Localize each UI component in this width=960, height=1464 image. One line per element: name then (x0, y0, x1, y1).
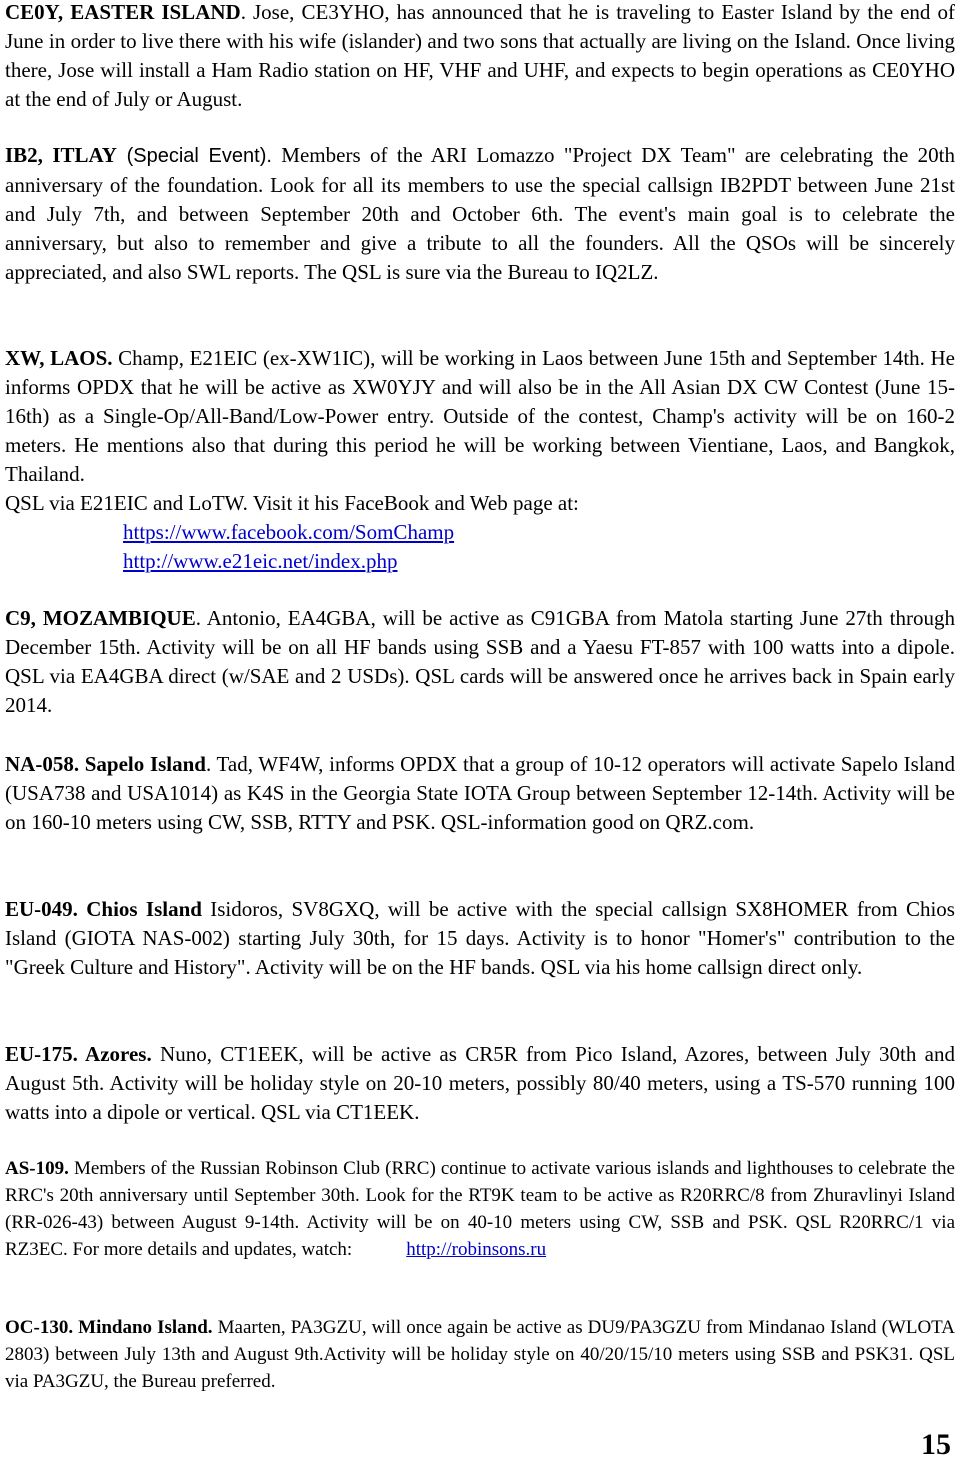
entry-xw-qsl: QSL via E21EIC and LoTW. Visit it his FaceBook and Web page at: (5, 491, 579, 515)
entry-body: Members of the Russian Robinson Club (RRC) continue to activate various islands and lighthouses to celebrate the RRC's 20th anniversary until September 30th. Look for the RT9K team to be active as R20RRC/8 from Zhuravlinyi Island (RR-026-43) between August 9-14th. Activity will be on 40-10 meters using CW, SSB and PSK. QSL R20RRC/1 via RZ3EC. For more details and updates, watch: (5, 1158, 955, 1260)
entry-body: Antonio, EA4GBA, will be active as C91GBA from Matola starting June 27th through December 15th. Activity will be on all HF bands using SSB and a Yaesu FT-857 with 100 watts into a dipole. QSL via EA4GBA direct (w/SAE and 2 USDs). QSL cards will be answered once he arrives back in Spain early 2014. (5, 606, 955, 717)
entry-body: Maarten, PA3GZU, will once again be active as DU9/PA3GZU from Mindanao Island (WLOTA 2803) between July 13th and August 9th.Activity will be holiday style on 40/20/15/10 meters using SSB and PSK31. QSL via PA3GZU, the Bureau preferred. (5, 1317, 955, 1392)
entry-eu049 (5, 895, 955, 982)
entry-heading: OC-130. Mindano Island. (5, 1317, 213, 1338)
entry-heading: EU-175. Azores. (5, 1042, 152, 1066)
entry-xw (5, 344, 955, 489)
entry-heading: CE0Y, EASTER ISLAND (5, 0, 241, 24)
entry-body: Tad, WF4W, informs OPDX that a group of 10-12 operators will activate Sapelo Island (USA738 and USA1014) as K4S in the Georgia State IOTA Group between September 12-14th. Activity will be on 160-10 meters using CW, SSB, RTTY and PSK. QSL-information good on QRZ.com. (5, 752, 955, 834)
entry-ib2 (5, 141, 955, 287)
entry-na058: NA-058. Sapelo Island. Tad, WF4W, informs OPDX that a group of 10-12 operators will activate Sapelo Island (USA738 and USA1014) as K4S in the Georgia State IOTA Group between September 12-14th. Activity will be on 160-10 meters using CW, SSB, RTTY and PSK. QSL-information good on QRZ.com. (5, 752, 955, 834)
entry-as109 (5, 1155, 955, 1263)
entry-oc130 (5, 1314, 955, 1395)
website-link[interactable]: http://www.e21eic.net/index.php (123, 549, 398, 573)
entry-heading: AS-109. (5, 1158, 69, 1179)
entry-body: Champ, E21EIC (ex-XW1IC), will be working in Laos between June 15th and September 14th. He informs OPDX that he will be active as XW0YJY and will also be in the All Asian DX CW Contest (June 15-16th) as a Single-Op/All-Band/Low-Power entry. Outside of the contest, Champ's activity will be on 160-2 meters. He mentions also that during this period he will be working between Vientiane, Laos, and Bangkok, Thailand. (5, 346, 955, 486)
entry-heading: XW, LAOS. (5, 346, 113, 370)
entry-heading: IB2, ITLAY (5, 143, 117, 167)
entry-body: Nuno, CT1EEK, will be active as CR5R from Pico Island, Azores, between July 30th and August 5th. Activity will be holiday style on 20-10 meters, possibly 80/40 meters, using a TS-570 running 100 watts into a dipole or vertical. QSL via CT1EEK. (5, 1042, 955, 1124)
entry-body: Jose, CE3YHO, has announced that he is traveling to Easter Island by the end of June in order to live there with his wife (islander) and two sons that actually are living on the Island. Once living there, Jose will install a Ham Radio station on HF, VHF and UHF, and expects to begin operations as CE0YHO at the end of July or August. (5, 0, 955, 111)
entry-heading: C9, MOZAMBIQUE (5, 606, 196, 630)
entry-ce0y: CE0Y, EASTER ISLAND. Jose, CE3YHO, has announced that he is traveling to Easter Island by the end of June in order to live there with his wife (islander) and two sons that actually are living on the Island. Once living there, Jose will install a Ham Radio station on HF, VHF and UHF, and expects to begin operations as CE0YHO at the end of July or August. (5, 0, 955, 111)
entry-eu175 (5, 1040, 955, 1127)
page-number: 15 (921, 1428, 951, 1461)
entry-body: Isidoros, SV8GXQ, will be active with the special callsign SX8HOMER from Chios Island (GIOTA NAS-002) starting July 30th, for 15 days. Activity is to honor "Homer's" contribution to the "Greek Culture and History". Activity will be on the HF bands. QSL via his home callsign direct only. (5, 897, 955, 979)
entry-subheading: (Special Event). (116, 145, 272, 167)
entry-body: Members of the ARI Lomazzo "Project DX Team" are celebrating the 20th anniversary of the foundation. Look for all its members to use the special callsign IB2PDT between June 21st and July 7th, and between September 20th and October 6th. The event's main goal is to celebrate the anniversary, but also to remember and give a tribute to all the founders. All the QSOs will be sincerely appreciated, and also SWL reports. The QSL is sure via the Bureau to IQ2LZ. (5, 143, 955, 284)
facebook-link[interactable]: https://www.facebook.com/SomChamp (123, 520, 455, 544)
robinsons-link[interactable]: http://robinsons.ru (406, 1239, 547, 1260)
entry-c9: C9, MOZAMBIQUE. Antonio, EA4GBA, will be active as C91GBA from Matola starting June 27th through December 15th. Activity will be on all HF bands using SSB and a Yaesu FT-857 with 100 watts into a dipole. QSL via EA4GBA direct (w/SAE and 2 USDs). QSL cards will be answered once he arrives back in Spain early 2014. (5, 606, 955, 717)
entry-heading: NA-058. Sapelo Island (5, 752, 206, 776)
entry-heading: EU-049. Chios Island (5, 897, 202, 921)
